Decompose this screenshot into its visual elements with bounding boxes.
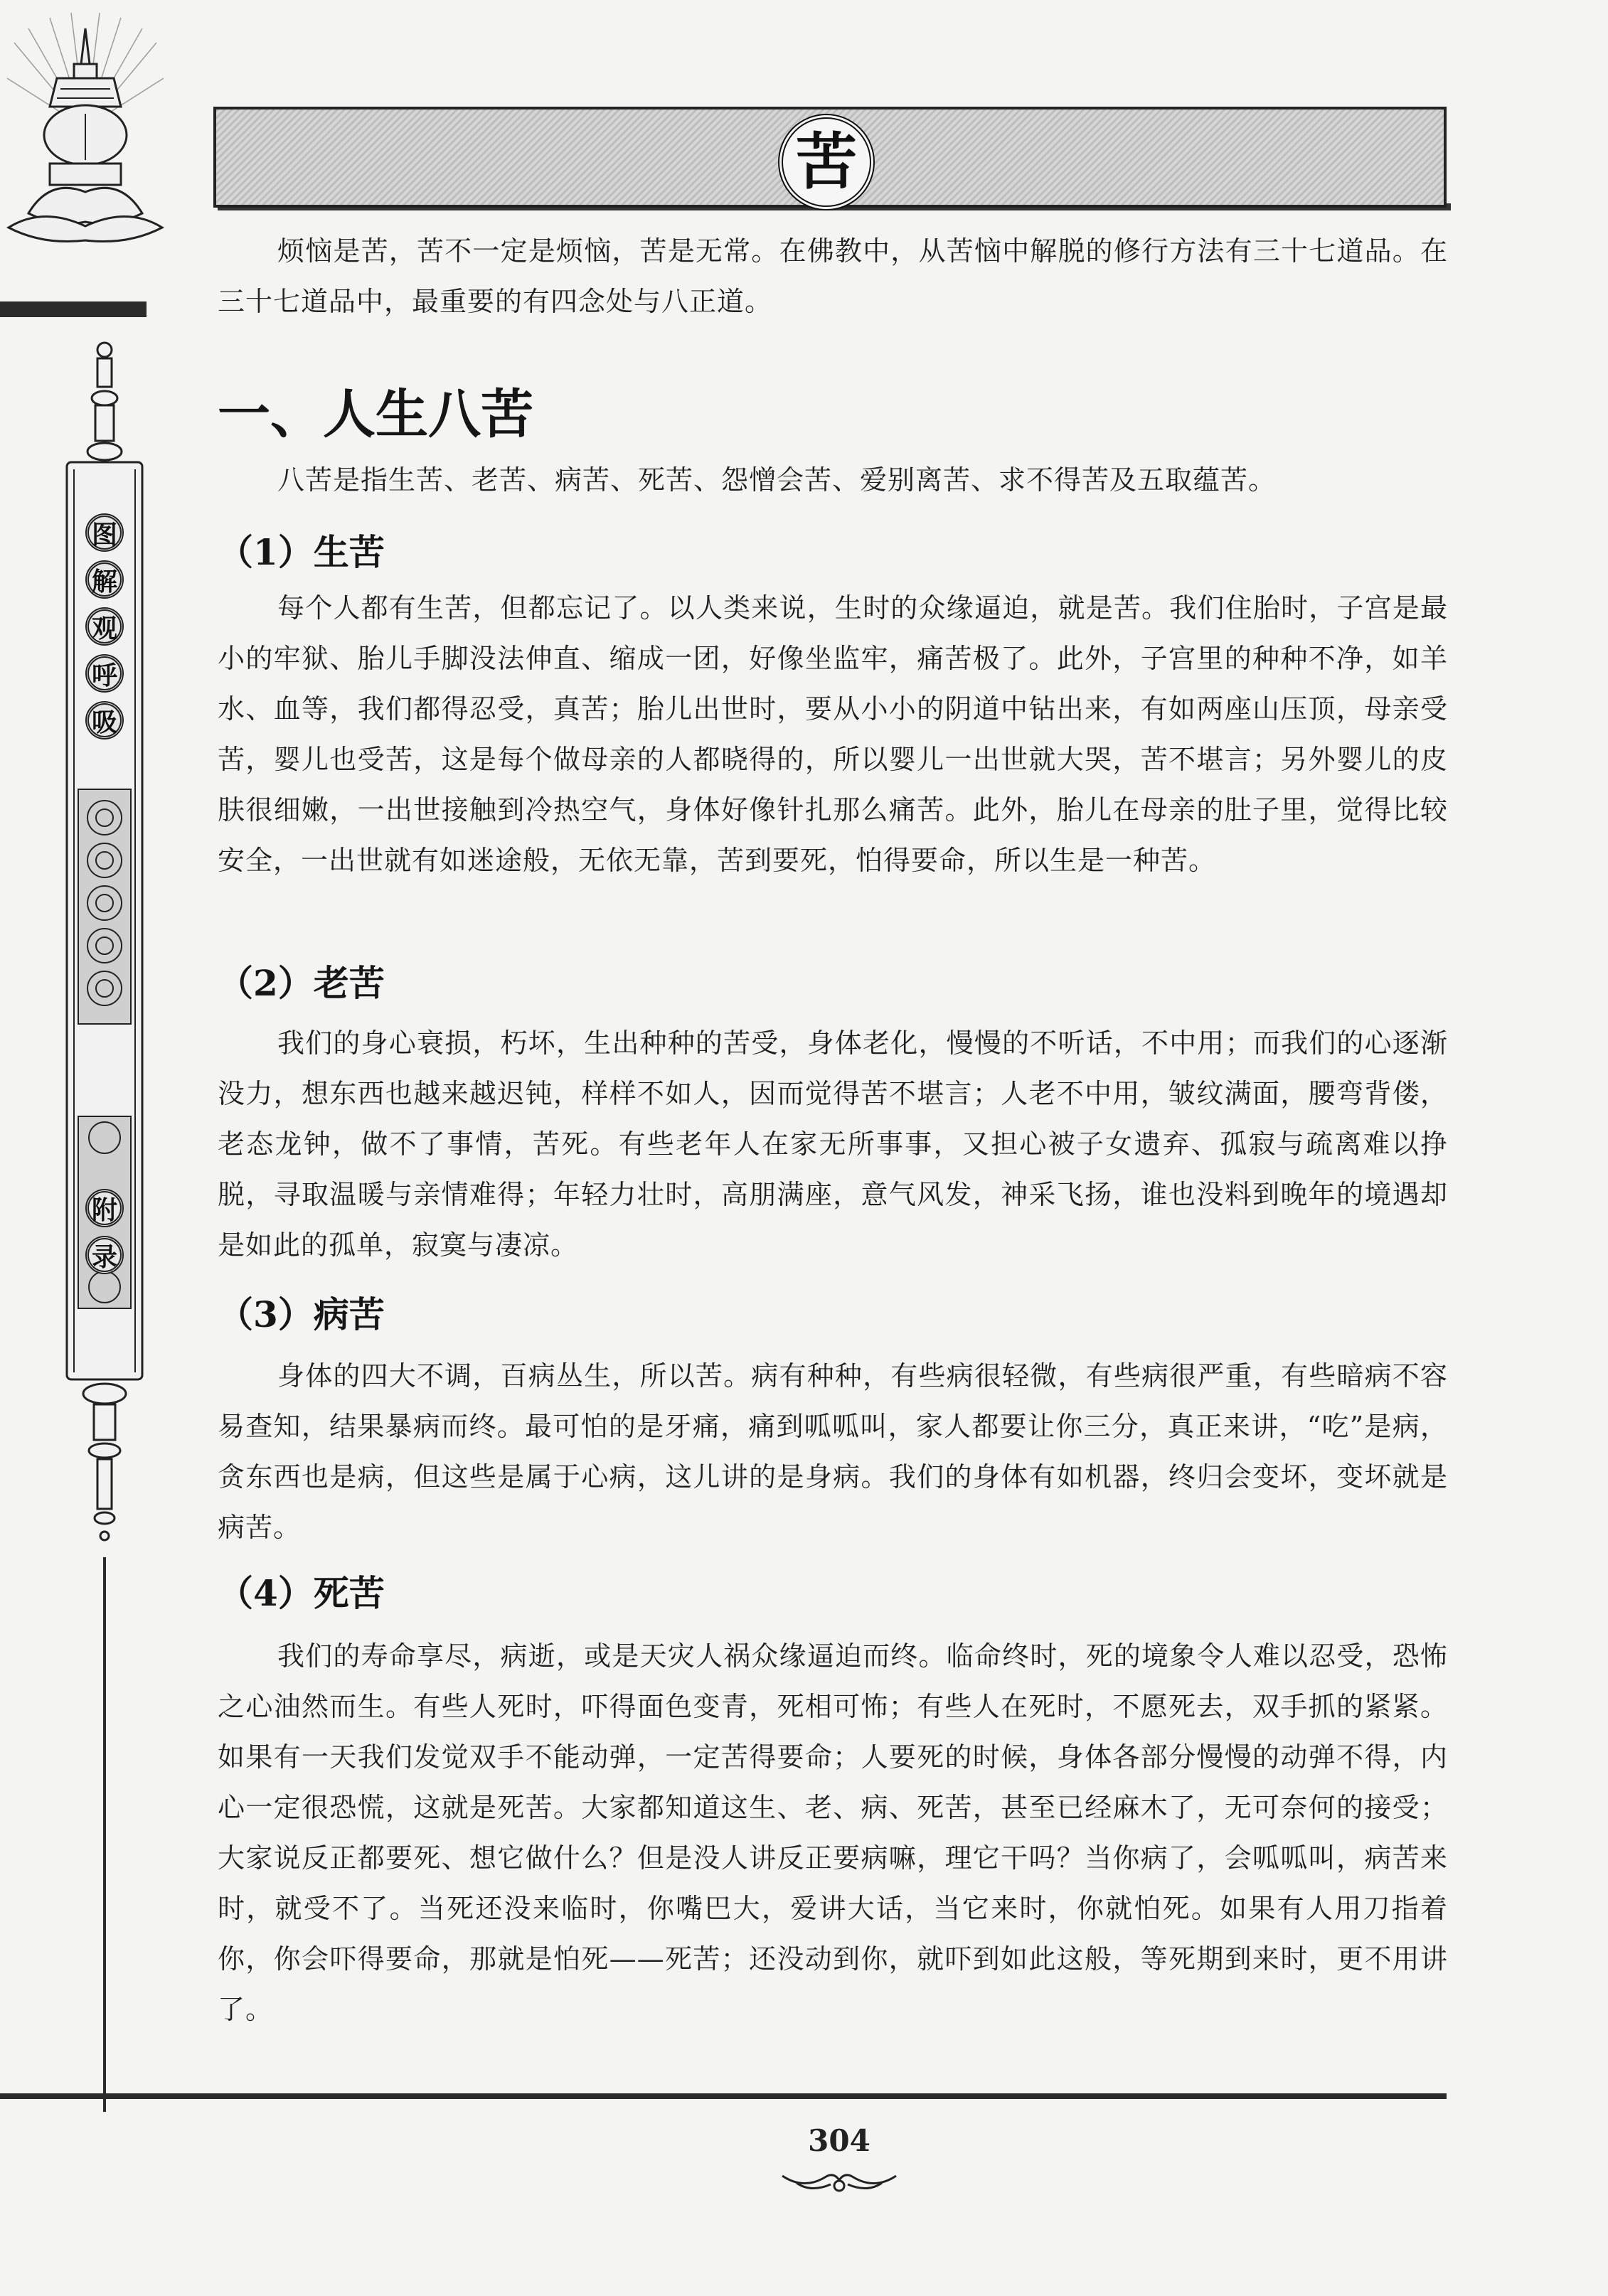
- subsection-title-aging: （2）老苦: [218, 962, 385, 1004]
- subsection-text-sickness: 身体的四大不调，百病丛生，所以苦。病有种种，有些病很轻微，有些病很严重，有些暗病不容易查知，结果暴病而终。最可怕的是牙痛，痛到呱呱叫，家人都要让你三分，真正来讲，“吃”是病，贪东西也是病，但这些是属于心病，这儿讲的是身病。我们的身体有如机器，终归会变坏，变坏就是病苦。: [218, 1360, 1448, 1543]
- section-intro-paragraph: 八苦是指生苦、老苦、病苦、死苦、怨憎会苦、爱别离苦、求不得苦及五取蕴苦。: [277, 464, 1277, 496]
- subsection-text-aging: 我们的身心衰损，朽坏，生出种种的苦受，身体老化，慢慢的不听话，不中用；而我们的心逐渐没力，想东西也越来越迟钝，样样不如人，因而觉得苦不堪言；人老不中用，皱纹满面，腰弯背偻，老态龙钟，做不了事情，苦死。有些老年人在家无所事事，又担心被子女遗弃、孤寂与疏离难以挣脱，寻取温暖与亲情难得；年轻力壮时，高朋满座，意气风发，神采飞扬，谁也没料到晚年的境遇却是如此的孤单，寂寞与凄凉。: [218, 1027, 1448, 1261]
- subsection-title-death: （4）死苦: [218, 1572, 385, 1614]
- footer-ornament-icon: [768, 2162, 910, 2197]
- subsection-text-birth: 每个人都有生苦，但都忘记了。以人类来说，生时的众缘逼迫，就是苦。我们住胎时，子宫是最小的牢狱、胎儿手脚没法伸直、缩成一团，好像坐监牢，痛苦极了。此外，子宫里的种种不净，如羊水、血等，我们都得忍受，真苦；胎儿出世时，要从小小的阴道中钻出来，有如两座山压顶，母亲受苦，婴儿也受苦，这是每个做母亲的人都晓得的，所以婴儿一出世就大哭，苦不堪言；另外婴儿的皮肤很细嫩，一出世接触到冷热空气，身体好像针扎那么痛苦。此外，胎儿在母亲的肚子里，觉得比较安全，一出世就有如迷途般，无依无靠，苦到要死，怕得要命，所以生是一种苦。: [218, 592, 1448, 876]
- subsection-title-sickness: （3）病苦: [218, 1293, 385, 1335]
- section-title: 一、人生八苦: [218, 384, 533, 445]
- side-label-hu: 呼: [85, 654, 124, 693]
- title-emblem: [778, 114, 875, 210]
- subsection-title-birth: （1）生苦: [218, 531, 385, 573]
- left-vertical-rule: [103, 1557, 106, 2112]
- side-label-xi: 吸: [85, 701, 124, 739]
- page-title: 苦: [796, 127, 857, 198]
- intro-paragraph: 烦恼是苦，苦不一定是烦恼，苦是无常。在佛教中，从苦恼中解脱的修行方法有三十七道品。在三十七道品中，最重要的有四念处与八正道。: [218, 235, 1448, 317]
- stupa-emblem-icon: [0, 0, 171, 284]
- left-divider-bar: [0, 301, 147, 317]
- subsection-text-death: 我们的寿命享尽，病逝，或是天灾人祸众缘逼迫而终。临命终时，死的境象令人难以忍受，恐怖之心油然而生。有些人死时，吓得面色变青，死相可怖；有些人在死时，不愿死去，双手抓的紧紧。如果有一天我们发觉双手不能动弹，一定苦得要命；人要死的时候，身体各部分慢慢的动弹不得，内心一定很恐慌，这就是死苦。大家都知道这生、老、病、死苦，甚至已经麻木了，无可奈何的接受；大家说反正都要死、想它做什么？但是没人讲反正要病嘛，理它干吗？当你病了，会呱呱叫，病苦来时，就受不了。当死还没来临时，你嘴巴大，爱讲大话，当它来时，你就怕死。如果有人用刀指着你，你会吓得要命，那就是怕死——死苦；还没动到你，就吓到如此这般，等死期到来时，更不用讲了。: [218, 1640, 1448, 2025]
- side-label-fu: 附: [85, 1189, 124, 1227]
- side-label-jie: 解: [85, 560, 124, 599]
- footer-rule: [0, 2093, 1447, 2099]
- side-label-guan: 观: [85, 607, 124, 646]
- side-label-tu: 图: [85, 513, 124, 552]
- side-label-lu: 录: [85, 1236, 124, 1274]
- page-number: 304: [808, 2123, 870, 2158]
